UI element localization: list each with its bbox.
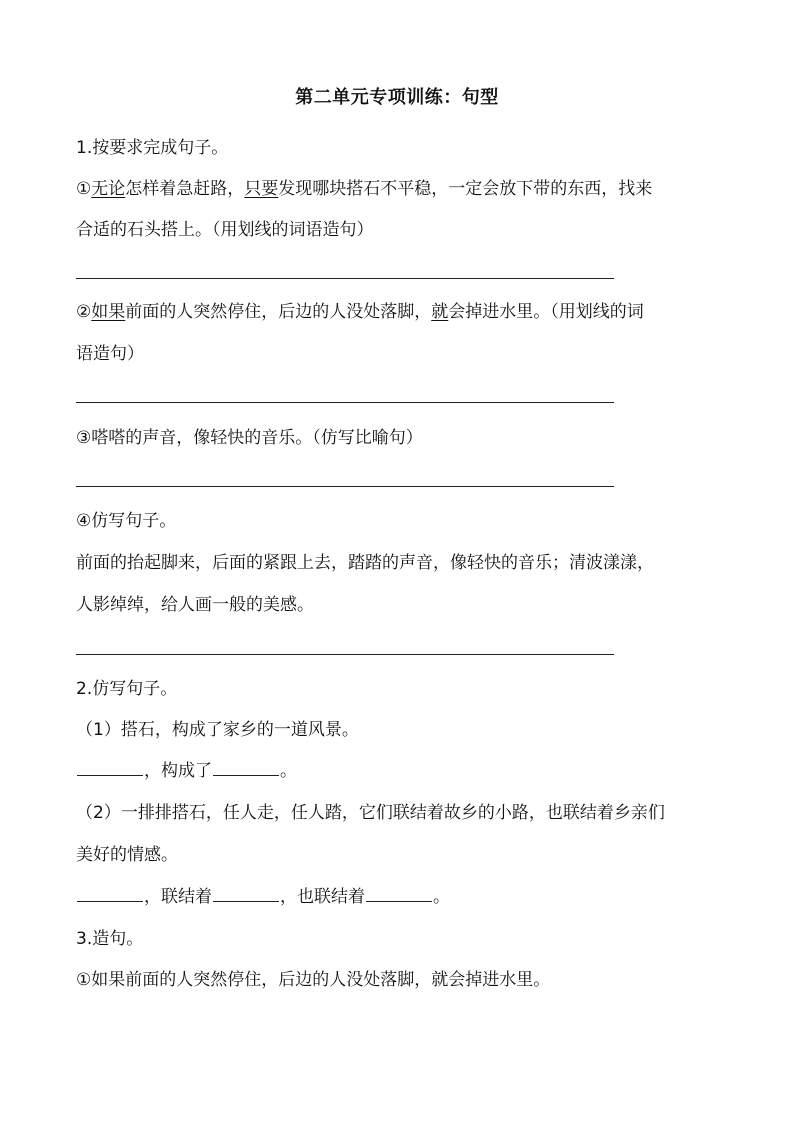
q1-item1-line1: [76, 177, 736, 201]
answer-line-2[interactable]: [76, 402, 614, 403]
q2-sub2-fill: [76, 885, 736, 909]
answer-line-3[interactable]: [76, 486, 614, 487]
page-title: 第二单元专项训练：句型: [295, 87, 499, 108]
answer-line-1[interactable]: [76, 278, 614, 279]
fill-blank[interactable]: [213, 759, 279, 776]
q2-heading: 2.仿写句子。: [76, 679, 178, 699]
q2-sub2-fill-end: 。: [433, 887, 450, 907]
fill-blank[interactable]: [213, 885, 279, 902]
answer-line-4[interactable]: [76, 654, 614, 655]
q1-item4-para-line1: 前面的抬起脚来，后面的紧跟上去，踏踏的声音，像轻快的音乐；清波漾漾，: [76, 553, 654, 573]
q1-item2-number: ②: [76, 302, 92, 322]
q1-item1-text-a: 怎样着急赶路，: [125, 179, 245, 199]
fill-blank[interactable]: [77, 885, 143, 902]
q3-heading: 3.造句。: [76, 929, 144, 949]
q1-item4: [76, 509, 736, 533]
q2-sub1-fill-text-a: ，构成了: [144, 761, 212, 781]
q2-sub1-fill: [76, 759, 736, 783]
q1-item4-text: 仿写句子。: [91, 511, 177, 531]
q2-sub2-line1: （2）一排排搭石，任人走，任人踏，它们联结着故乡的小路，也联结着乡亲们: [76, 803, 665, 823]
q1-item3: [76, 426, 736, 450]
q2-sub1-text: （1）搭石，构成了家乡的一道风景。: [76, 720, 359, 740]
fill-blank[interactable]: [77, 759, 143, 776]
q3-item1-number: ①: [76, 970, 92, 990]
q1-item1-line2: 合适的石头搭上。（用划线的词语造句）: [76, 220, 374, 240]
q1-item2-line2: 语造句）: [76, 344, 144, 364]
q1-item3-number: ③: [76, 428, 92, 448]
q1-item1-text-b: 发现哪块搭石不平稳，一定会放下带的东西，找来: [278, 179, 653, 199]
q1-item3-text: 嗒嗒的声音，像轻快的音乐。（仿写比喻句）: [91, 428, 423, 448]
underlined-word-ruguo: 如果: [91, 302, 126, 322]
q3-item1-text: 如果前面的人突然停住，后边的人没处落脚，就会掉进水里。: [91, 970, 551, 990]
q2-sub1-fill-end: 。: [280, 761, 297, 781]
q1-item4-number: ④: [76, 511, 92, 531]
q1-item2-text-a: 前面的人突然停住，后边的人没处落脚，: [125, 302, 432, 322]
underlined-word-zhiyao: 只要: [244, 179, 279, 199]
q1-item2-line1: [76, 300, 736, 324]
q2-sub2-line2: 美好的情感。: [76, 845, 178, 865]
q1-heading: 1.按要求完成句子。: [76, 138, 229, 158]
q2-sub2-fill-text-b: ，也联结着: [280, 887, 365, 907]
q3-item1: [76, 968, 736, 992]
fill-blank[interactable]: [366, 885, 432, 902]
q1-item1-number: ①: [76, 179, 92, 199]
q1-item2-text-b: 会掉进水里。（用划线的词: [448, 302, 644, 322]
q2-sub2-fill-text-a: ，联结着: [144, 887, 212, 907]
q1-item4-para-line2: 人影绰绰，给人画一般的美感。: [76, 595, 314, 615]
underlined-word-wulun: 无论: [91, 179, 126, 199]
underlined-word-jiu: 就: [431, 302, 449, 322]
